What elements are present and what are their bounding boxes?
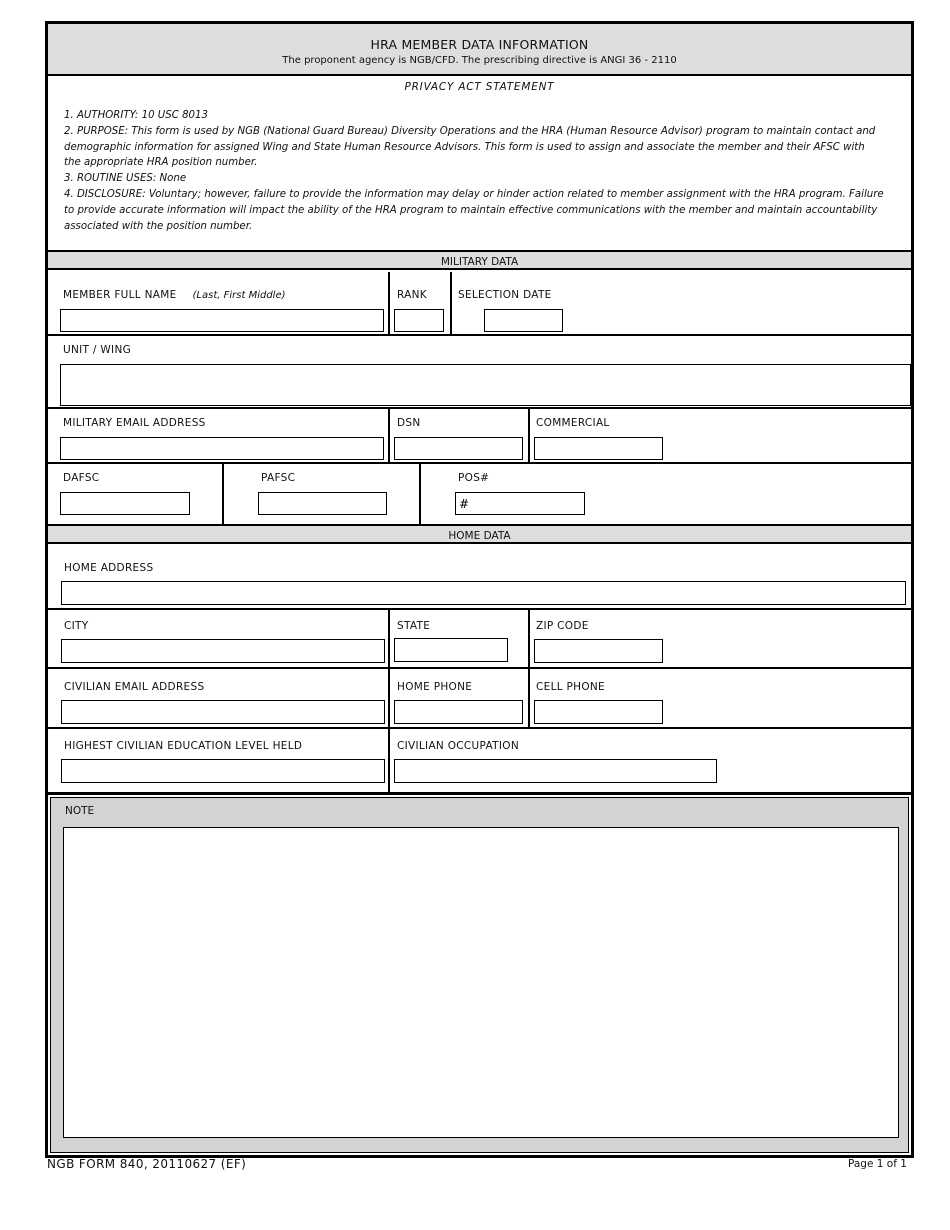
pos-number-label: POS# [458, 472, 490, 484]
cell-phone-label: CELL PHONE [536, 681, 605, 693]
divider [48, 334, 911, 336]
home-phone-input[interactable] [394, 700, 523, 724]
city-label: CITY [64, 620, 89, 632]
home-address-label: HOME ADDRESS [64, 562, 154, 574]
military-email-label: MILITARY EMAIL ADDRESS [63, 417, 206, 429]
divider [450, 272, 452, 334]
privacy-disclosure: 4. DISCLOSURE: Voluntary; however, failure to provide the information may delay or hinder action related to member assignment with the HRA program. Failure to provide accurate information will impact the ability of the HRA program to maintain effective communications with the member and maintain accountability associated with the position number. [64, 188, 884, 232]
divider [528, 669, 530, 727]
divider [528, 409, 530, 462]
state-input[interactable] [394, 638, 508, 662]
military-data-header: MILITARY DATA [48, 250, 911, 270]
cell-phone-input[interactable] [534, 700, 663, 724]
selection-date-input[interactable] [484, 309, 563, 332]
note-label: NOTE [65, 805, 95, 817]
education-level-label: HIGHEST CIVILIAN EDUCATION LEVEL HELD [64, 740, 303, 752]
pafsc-input[interactable] [258, 492, 387, 515]
dafsc-input[interactable] [60, 492, 190, 515]
zip-code-label: ZIP CODE [536, 620, 589, 632]
dsn-input[interactable] [394, 437, 523, 460]
divider [48, 608, 911, 610]
home-address-input[interactable] [61, 581, 906, 605]
divider [388, 729, 390, 792]
divider [388, 272, 390, 334]
form-title: HRA MEMBER DATA INFORMATION [370, 37, 589, 52]
rank-label: RANK [397, 289, 427, 301]
dsn-label: DSN [397, 417, 421, 429]
note-section [48, 792, 911, 1155]
divider [48, 407, 911, 409]
note-panel [50, 797, 909, 1153]
form-subtitle: The proponent agency is NGB/CFD. The prescribing directive is ANGI 36 - 2110 [282, 55, 677, 66]
note-textarea[interactable] [63, 827, 899, 1138]
commercial-input[interactable] [534, 437, 663, 460]
divider [48, 727, 911, 729]
form-frame [45, 21, 914, 1158]
privacy-text [64, 108, 884, 234]
unit-wing-label: UNIT / WING [63, 344, 132, 356]
privacy-routine-uses: 3. ROUTINE USES: None [64, 173, 187, 185]
form-header [48, 24, 911, 76]
divider [222, 464, 224, 526]
dafsc-label: DAFSC [63, 472, 100, 484]
unit-wing-input[interactable] [60, 364, 911, 406]
member-full-name-hint: (Last, First Middle) [192, 290, 286, 301]
civilian-occupation-input[interactable] [394, 759, 717, 783]
civilian-occupation-label: CIVILIAN OCCUPATION [397, 740, 519, 752]
member-full-name-label: MEMBER FULL NAME (Last, First Middle) [63, 289, 286, 301]
state-label: STATE [397, 620, 431, 632]
privacy-authority: 1. AUTHORITY: 10 USC 8013 [64, 110, 209, 121]
rank-input[interactable] [394, 309, 444, 332]
privacy-act-statement [48, 78, 911, 250]
city-input[interactable] [61, 639, 385, 663]
pafsc-label: PAFSC [261, 472, 296, 484]
home-phone-label: HOME PHONE [397, 681, 473, 693]
divider [528, 610, 530, 667]
divider [48, 462, 911, 464]
military-email-input[interactable] [60, 437, 384, 460]
divider [388, 610, 390, 667]
privacy-title: PRIVACY ACT STATEMENT [404, 81, 555, 93]
divider [388, 409, 390, 462]
civilian-email-input[interactable] [61, 700, 385, 724]
privacy-purpose: 2. PURPOSE: This form is used by NGB (National Guard Bureau) Diversity Operations and the HRA (Human Resource Advisor) program to maintain contact and demographic information for assigned Wing and State Human Resource Advisors. This form is used to assign and associate the member and their AFSC with the appropriate HRA position number. [64, 125, 876, 169]
education-level-input[interactable] [61, 759, 385, 783]
divider [48, 667, 911, 669]
commercial-label: COMMERCIAL [536, 417, 610, 429]
civilian-email-label: CIVILIAN EMAIL ADDRESS [64, 681, 205, 693]
selection-date-label: SELECTION DATE [458, 289, 552, 301]
divider [419, 464, 421, 526]
member-full-name-input[interactable] [60, 309, 384, 332]
zip-code-input[interactable] [534, 639, 663, 663]
home-data-header: HOME DATA [48, 524, 911, 544]
pos-number-input[interactable] [455, 492, 585, 515]
page-number: Page 1 of 1 [848, 1158, 907, 1170]
form-number: NGB FORM 840, 20110627 (EF) [47, 1157, 247, 1171]
divider [388, 669, 390, 727]
